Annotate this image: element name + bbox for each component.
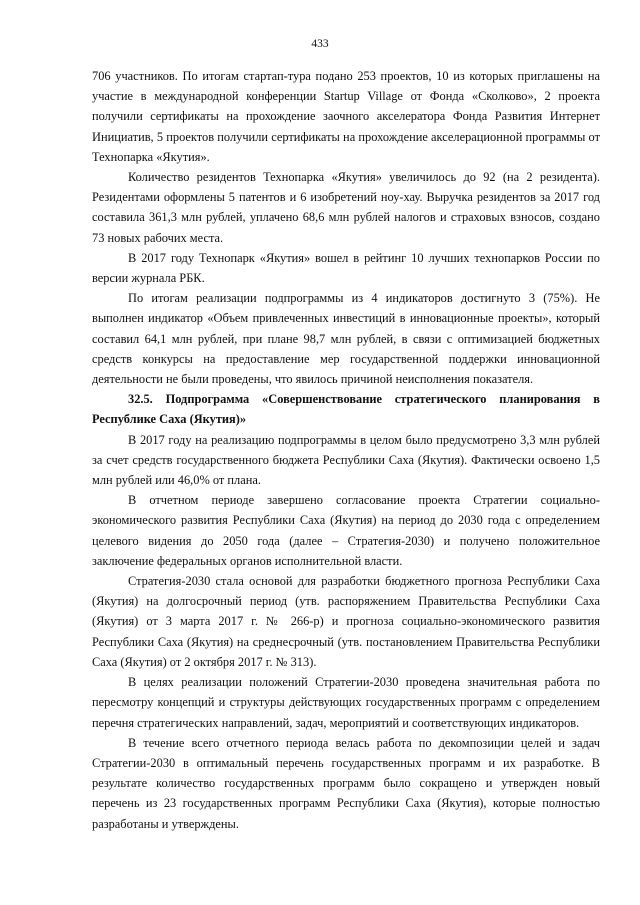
section-heading: 32.5. Подпрограмма «Совершенствование стратегического планирования в Республике Саха (Якутия)» — [92, 392, 600, 427]
paragraph-program-review: В целях реализации положений Стратегии-2030 проведена значительная работа по пересмотру концепций и структуры действующих государственных программ с определением перечня стратегических направлений, задач, мероприятий и соответствующих индикаторов. — [92, 675, 600, 730]
page-number: 433 — [311, 38, 329, 50]
paragraph-decomposition: В течение всего отчетного периода велась работа по декомпозиции целей и задач Стратегии-2030 в оптимальный перечень государственных программ и их разработке. В результате количество государственных программ было сокращено и утвержден новый перечень из 23 государственных программ Республики Саха (Якутия), которые полностью разработаны и утверждены. — [92, 735, 600, 831]
paragraph-indicators: По итогам реализации подпрограммы из 4 индикаторов достигнуто 3 (75%). Не выполнен индикатор «Объем привлеченных инвестиций в инновационные проекты», который составил 64,1 млн рублей, при плане 98,7 млн рублей, в связи с оптимизацией бюджетных средств конкурсы на предоставление мер государственной поддержки инновационной деятельности не были проведены, что явилось причиной неисполнения показателя. — [92, 291, 600, 387]
paragraph-budget-forecast: Стратегия-2030 стала основой для разработки бюджетного прогноза Республики Саха (Якутия) на долгосрочный период (утв. распоряжением Правительства Республики Саха (Якутия) от 3 марта 2017 г. № 266-р) и прогноза социально-экономического развития Республики Саха (Якутия) на среднесрочный (утв. постановлением Правительства Республики Саха (Якутия) от 2 октября 2017 г. № 313). — [92, 574, 600, 669]
paragraph-continuation: 706 участников. По итогам стартап-тура подано 253 проектов, 10 из которых приглашены на участие в международной конференции Startup Village от Фонда «Сколково», 2 проекта получили сертификаты на прохождение заочного акселератора Фонда Развития Интернет Инициатив, 5 проектов получили сертификаты на прохождение акселерационной программы от Технопарка «Якутия». — [92, 69, 600, 164]
paragraph-strategy-approval: В отчетном периоде завершено согласование проекта Стратегии социально-экономического развития Республики Саха (Якутия) на период до 2030 года с определением целевого видения до 2050 года (далее – Стратегия-2030) и получено положительное заключение федеральных органов исполнительной власти. — [92, 493, 600, 568]
document-body — [92, 66, 600, 834]
paragraph-residents: Количество резидентов Технопарка «Якутия» увеличилось до 92 (на 2 резидента). Резидентами оформлены 5 патентов и 6 изобретений ноу-хау. Выручка резидентов за 2017 год составила 361,3 млн рублей, уплачено 68,6 млн рублей налогов и страховых взносов, создано 73 новых рабочих места. — [92, 170, 600, 245]
paragraph-rating: В 2017 году Технопарк «Якутия» вошел в рейтинг 10 лучших технопарков России по версии журнала РБК. — [92, 250, 600, 286]
paragraph-funding: В 2017 году на реализацию подпрограммы в целом было предусмотрено 3,3 млн рублей за счет средств государственного бюджета Республики Саха (Якутия). Фактически освоено 1,5 млн рублей или 46,0% от плана. — [92, 432, 600, 488]
